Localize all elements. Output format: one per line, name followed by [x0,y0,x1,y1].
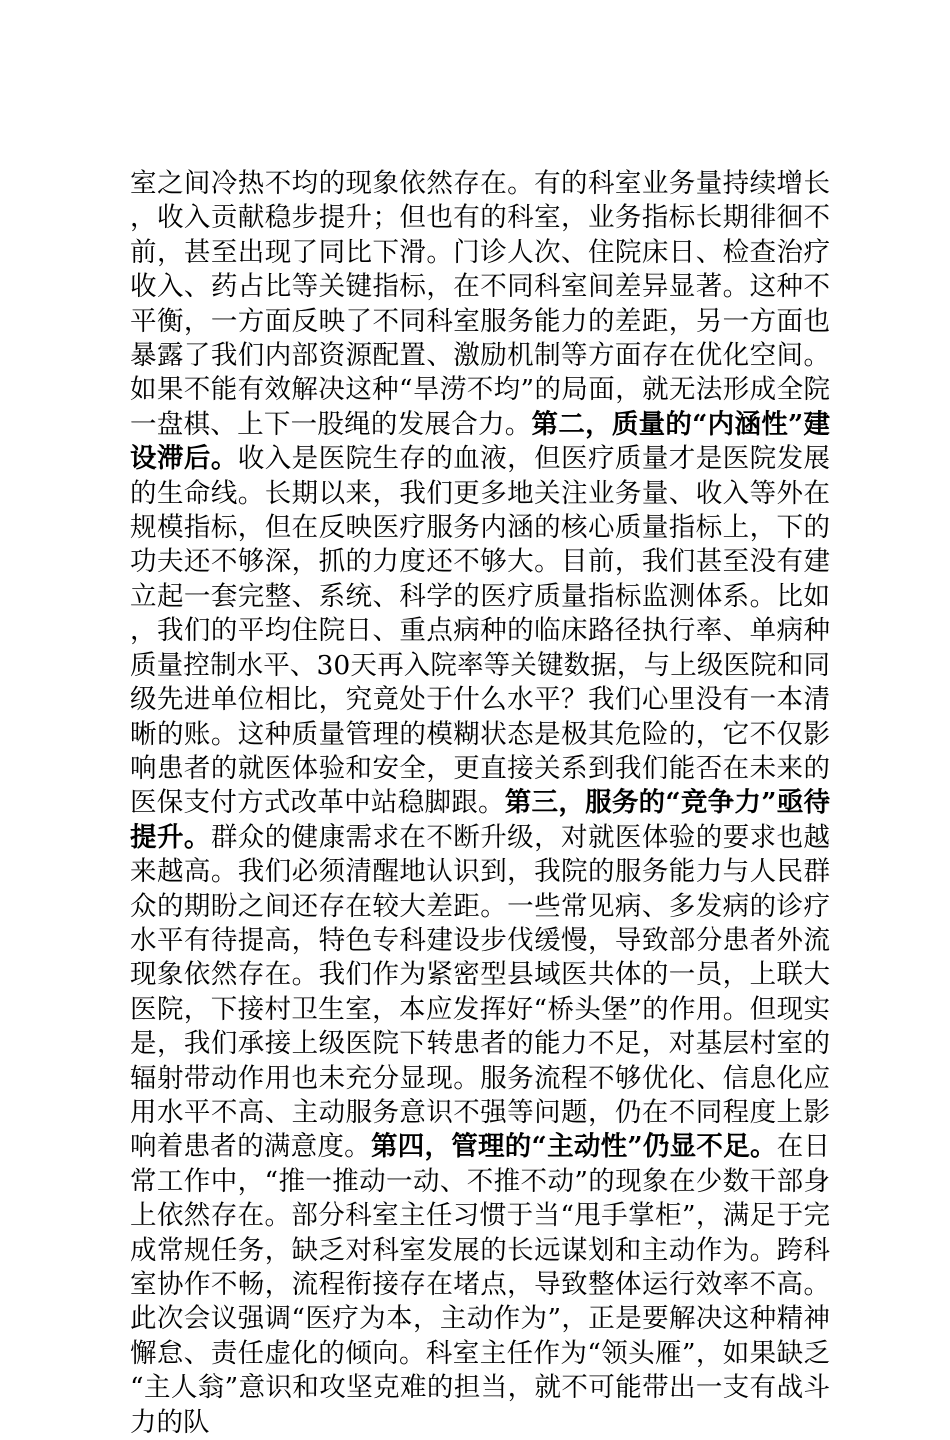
section-heading-second: 第二，质量的“内涵性”建设滞后。 [130,408,830,475]
paragraph-text-segment: 室之间冷热不均的现象依然存在。有的科室业务量持续增长，收入贡献稳步提升；但也有的科室，业务指标长期徘徊不前，甚至出现了同比下滑。门诊人次、住院床日、检查治疗收入、药占比等关键指标，在不同科室间差异显著。这种不平衡，一方面反映了不同科室服务能力的差距，另一方面也暴露了我们内部资源配置、激励机制等方面存在优化空间。如果不能有效解决这种“旱涝不均”的局面，就无法形成全院一盘棋、上下一股绳的发展合力。 [130,168,830,440]
paragraph-text-segment: 群众的健康需求在不断升级，对就医体验的要求也越来越高。我们必须清醒地认识到，我院的服务能力与人民群众的期盼之间还存在较大差距。一些常见病、多发病的诊疗水平有待提高，特色专科建设步伐缓慢，导致部分患者外流现象依然存在。我们作为紧密型县域医共体的一员，上联大医院，下接村卫生室，本应发挥好“桥头堡”的作用。但现实是，我们承接上级医院下转患者的能力不足，对基层村室的辐射带动作用也未充分显现。服务流程不够优化、信息化应用水平不高、主动服务意识不强等问题，仍在不同程度上影响着患者的满意度。 [130,821,831,1163]
paragraph-text-segment: 收入是医院生存的血液，但医疗质量才是医院发展的生命线。长期以来，我们更多地关注业务量、收入等外在规模指标，但在反映医疗服务内涵的核心质量指标上，下的功夫还不够深，抓的力度还不够大。目前，我们甚至没有建立起一套完整、系统、科学的医疗质量指标监测体系。比如，我们的平均住院日、重点病种的临床路径执行率、单病种质量控制水平、30天再入院率等关键数据，与上级医院和同级先进单位相比，究竟处于什么水平？我们心里没有一本清晰的账。这种质量管理的模糊状态是极其危险的，它不仅影响患者的就医体验和安全，更直接关系到我们能否在未来的医保支付方式改革中站稳脚跟。 [130,443,831,819]
section-heading-fourth: 第四，管理的“主动性”仍显不足。 [370,1131,777,1163]
body-paragraph [130,167,830,1440]
section-heading-third: 第三，服务的“竞争力”亟待提升。 [130,787,830,853]
document-page [130,167,831,1438]
paragraph-text-segment: 在日常工作中，“推一推动一动、不推不动”的现象在少数干部身上依然存在。部分科室主任习惯于当“甩手掌柜”，满足于完成常规任务，缺乏对科室发展的长远谋划和主动作为。跨科室协作不畅，流程衔接存在堵点，导致整体运行效率不高。此次会议强调“医疗为本，主动作为”，正是要解决这种精神懈怠、责任虚化的倾向。科室主任作为“领头雁”，如果缺乏“主人翁”意识和攻坚克难的担当，就不可能带出一支有战斗力的队 [130,1131,831,1438]
